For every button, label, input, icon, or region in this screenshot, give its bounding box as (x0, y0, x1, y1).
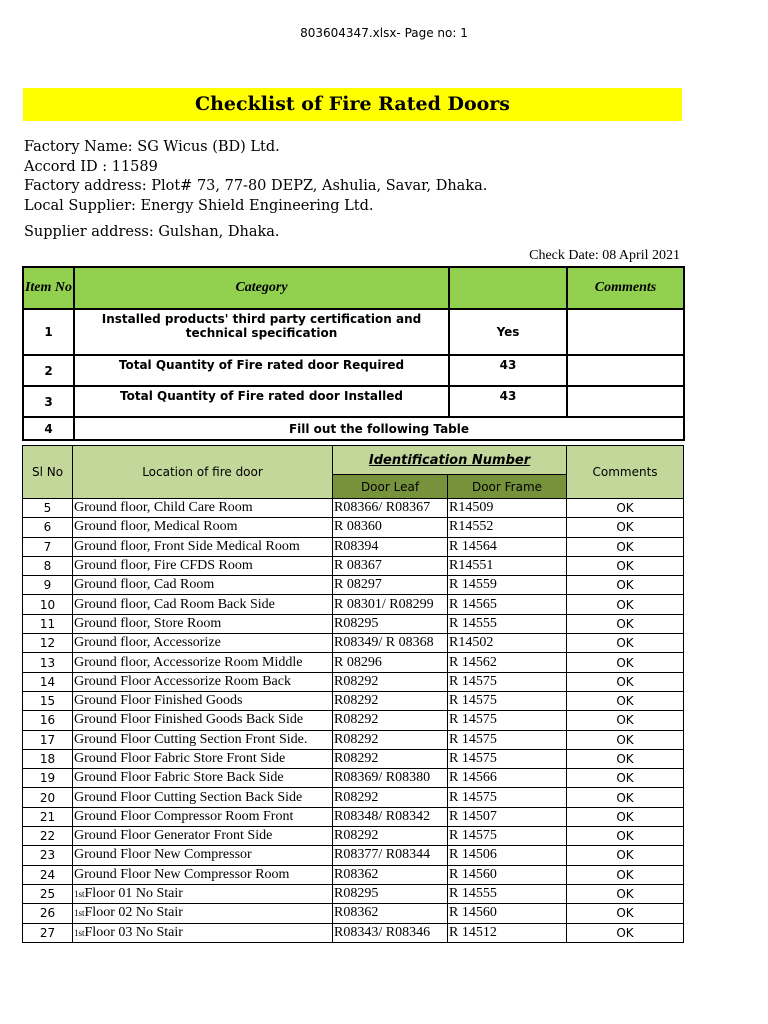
header-category: Category (74, 267, 449, 309)
door-leaf-cell: R 08297 (333, 576, 448, 595)
door-frame-cell: R14502 (448, 634, 567, 653)
door-frame-cell: R 14575 (448, 749, 567, 768)
check-date: Check Date: 08 April 2021 (529, 248, 680, 263)
comment-cell: OK (567, 749, 684, 768)
header-comments: Comments (567, 446, 684, 499)
sl-no-cell: 26 (23, 904, 73, 923)
sl-no-cell: 23 (23, 846, 73, 865)
item-no: 4 (23, 417, 74, 440)
summary-row (23, 355, 684, 386)
table-row (23, 749, 684, 768)
summary-row (23, 309, 684, 355)
location-cell (73, 923, 333, 942)
door-leaf-cell: R08292 (333, 691, 448, 710)
sl-no-cell: 5 (23, 499, 73, 518)
comment-cell: OK (567, 653, 684, 672)
sl-no-cell: 20 (23, 788, 73, 807)
summary-header-row (23, 267, 684, 309)
location-cell: Ground floor, Cad Room (73, 576, 333, 595)
sl-no-cell: 10 (23, 595, 73, 614)
door-leaf-cell: R08366/ R08367 (333, 499, 448, 518)
factory-name: Factory Name: SG Wicus (BD) Ltd. (24, 139, 280, 155)
table-row (23, 807, 684, 826)
door-leaf-cell: R08292 (333, 788, 448, 807)
header-identification-number (333, 446, 567, 475)
item-no: 1 (23, 309, 74, 355)
door-frame-cell: R 14575 (448, 788, 567, 807)
location-cell: Ground floor, Accessorize Room Middle (73, 653, 333, 672)
header-item-no: Item No (23, 267, 74, 309)
door-leaf-cell: R08292 (333, 730, 448, 749)
item-category: Total Quantity of Fire rated door Installed (74, 386, 449, 417)
sl-no-cell: 11 (23, 614, 73, 633)
table-row (23, 634, 684, 653)
table-row (23, 691, 684, 710)
comment-cell: OK (567, 576, 684, 595)
door-leaf-cell: R08362 (333, 904, 448, 923)
sl-no-cell: 8 (23, 556, 73, 575)
location-cell: Ground Floor Cutting Section Front Side. (73, 730, 333, 749)
table-row (23, 653, 684, 672)
table-row (23, 904, 684, 923)
factory-address: Factory address: Plot# 73, 77-80 DEPZ, Ashulia, Savar, Dhaka. (24, 178, 488, 194)
header-sl-no: Sl No (23, 446, 73, 499)
door-leaf-cell: R08295 (333, 884, 448, 903)
location-text: Floor 03 No Stair (84, 924, 183, 940)
location-cell: Ground floor, Accessorize (73, 634, 333, 653)
table-row (23, 499, 684, 518)
header-location: Location of fire door (73, 446, 333, 499)
sl-no-cell: 18 (23, 749, 73, 768)
location-cell: Ground floor, Medical Room (73, 518, 333, 537)
door-header-row (23, 446, 684, 475)
item-no: 2 (23, 355, 74, 386)
table-row (23, 827, 684, 846)
table-row (23, 537, 684, 556)
door-frame-cell: R 14575 (448, 691, 567, 710)
location-text: Floor 01 No Stair (84, 886, 183, 902)
door-frame-cell: R 14575 (448, 711, 567, 730)
comment-cell: OK (567, 827, 684, 846)
sl-no-cell: 27 (23, 923, 73, 942)
location-cell (73, 904, 333, 923)
sl-no-cell: 13 (23, 653, 73, 672)
door-leaf-cell: R08377/ R08344 (333, 846, 448, 865)
door-leaf-cell: R08362 (333, 865, 448, 884)
document-title: Checklist of Fire Rated Doors (23, 88, 682, 121)
door-frame-cell: R 14555 (448, 614, 567, 633)
location-cell: Ground Floor Fabric Store Front Side (73, 749, 333, 768)
door-frame-cell: R 14560 (448, 904, 567, 923)
table-row (23, 769, 684, 788)
door-leaf-cell: R08292 (333, 749, 448, 768)
summary-row-instruction (23, 417, 684, 440)
table-row (23, 672, 684, 691)
item-instruction: Fill out the following Table (74, 417, 684, 440)
door-leaf-cell: R08369/ R08380 (333, 769, 448, 788)
item-comments (567, 355, 684, 386)
door-frame-cell: R 14575 (448, 827, 567, 846)
floor-ordinal: 1st (74, 889, 85, 900)
sl-no-cell: 14 (23, 672, 73, 691)
comment-cell: OK (567, 807, 684, 826)
door-frame-cell: R14551 (448, 556, 567, 575)
comment-cell: OK (567, 904, 684, 923)
door-frame-cell: R 14566 (448, 769, 567, 788)
sl-no-cell: 6 (23, 518, 73, 537)
door-leaf-cell: R08343/ R08346 (333, 923, 448, 942)
accord-id: Accord ID : 11589 (24, 159, 158, 175)
door-leaf-cell: R08292 (333, 672, 448, 691)
door-frame-cell: R 14512 (448, 923, 567, 942)
table-row (23, 711, 684, 730)
summary-table (22, 266, 685, 441)
header-value (449, 267, 567, 309)
table-row (23, 730, 684, 749)
comment-cell: OK (567, 769, 684, 788)
comment-cell: OK (567, 923, 684, 942)
floor-ordinal: 1st (74, 908, 85, 919)
comment-cell: OK (567, 788, 684, 807)
item-comments (567, 386, 684, 417)
table-row (23, 595, 684, 614)
location-cell: Ground Floor Generator Front Side (73, 827, 333, 846)
local-supplier: Local Supplier: Energy Shield Engineering Ltd. (24, 198, 374, 214)
door-leaf-cell: R08292 (333, 711, 448, 730)
location-cell: Ground floor, Front Side Medical Room (73, 537, 333, 556)
header-door-frame: Door Frame (448, 475, 567, 499)
door-leaf-cell: R08349/ R 08368 (333, 634, 448, 653)
location-cell: Ground Floor Finished Goods (73, 691, 333, 710)
comment-cell: OK (567, 556, 684, 575)
door-leaf-cell: R08292 (333, 827, 448, 846)
sl-no-cell: 7 (23, 537, 73, 556)
comment-cell: OK (567, 711, 684, 730)
sl-no-cell: 15 (23, 691, 73, 710)
comment-cell: OK (567, 537, 684, 556)
table-row (23, 614, 684, 633)
location-cell: Ground Floor Accessorize Room Back (73, 672, 333, 691)
location-cell: Ground Floor Cutting Section Back Side (73, 788, 333, 807)
comment-cell: OK (567, 865, 684, 884)
fire-door-table (22, 445, 684, 943)
location-cell: Ground Floor Compressor Room Front (73, 807, 333, 826)
header-comments: Comments (567, 267, 684, 309)
comment-cell: OK (567, 884, 684, 903)
door-frame-cell: R 14507 (448, 807, 567, 826)
comment-cell: OK (567, 518, 684, 537)
comment-cell: OK (567, 614, 684, 633)
sl-no-cell: 9 (23, 576, 73, 595)
location-cell: Ground floor, Fire CFDS Room (73, 556, 333, 575)
door-leaf-cell: R 08301/ R08299 (333, 595, 448, 614)
door-frame-cell: R 14555 (448, 884, 567, 903)
sl-no-cell: 12 (23, 634, 73, 653)
door-leaf-cell: R 08360 (333, 518, 448, 537)
location-text: Floor 02 No Stair (84, 905, 183, 921)
sl-no-cell: 22 (23, 827, 73, 846)
door-leaf-cell: R08348/ R08342 (333, 807, 448, 826)
door-leaf-cell: R 08296 (333, 653, 448, 672)
item-category: Installed products' third party certification and technical specification (74, 309, 449, 355)
item-comments (567, 309, 684, 355)
table-row (23, 556, 684, 575)
door-frame-cell: R 14565 (448, 595, 567, 614)
table-row (23, 884, 684, 903)
location-cell: Ground floor, Cad Room Back Side (73, 595, 333, 614)
door-frame-cell: R 14575 (448, 730, 567, 749)
location-cell: Ground Floor New Compressor (73, 846, 333, 865)
door-frame-cell: R14552 (448, 518, 567, 537)
sl-no-cell: 24 (23, 865, 73, 884)
comment-cell: OK (567, 691, 684, 710)
sl-no-cell: 19 (23, 769, 73, 788)
sl-no-cell: 25 (23, 884, 73, 903)
comment-cell: OK (567, 499, 684, 518)
sl-no-cell: 21 (23, 807, 73, 826)
location-cell: Ground floor, Child Care Room (73, 499, 333, 518)
table-row (23, 576, 684, 595)
page-header: 803604347.xlsx- Page no: 1 (300, 26, 468, 40)
door-frame-cell: R 14575 (448, 672, 567, 691)
table-row (23, 846, 684, 865)
table-row (23, 923, 684, 942)
floor-ordinal: 1st (74, 927, 85, 938)
item-value: 43 (449, 355, 567, 386)
comment-cell: OK (567, 634, 684, 653)
door-frame-cell: R 14559 (448, 576, 567, 595)
door-frame-cell: R 14506 (448, 846, 567, 865)
sl-no-cell: 16 (23, 711, 73, 730)
supplier-address: Supplier address: Gulshan, Dhaka. (24, 224, 280, 240)
location-cell: Ground Floor New Compressor Room (73, 865, 333, 884)
sl-no-cell: 17 (23, 730, 73, 749)
location-cell: Ground floor, Store Room (73, 614, 333, 633)
comment-cell: OK (567, 595, 684, 614)
item-value: 43 (449, 386, 567, 417)
summary-row (23, 386, 684, 417)
comment-cell: OK (567, 672, 684, 691)
location-cell (73, 884, 333, 903)
item-no: 3 (23, 386, 74, 417)
comment-cell: OK (567, 846, 684, 865)
table-row (23, 865, 684, 884)
table-row (23, 518, 684, 537)
identification-number-label: Identification Number (368, 453, 531, 468)
door-frame-cell: R 14564 (448, 537, 567, 556)
location-cell: Ground Floor Fabric Store Back Side (73, 769, 333, 788)
door-frame-cell: R 14562 (448, 653, 567, 672)
door-rows (23, 499, 684, 943)
door-leaf-cell: R08394 (333, 537, 448, 556)
door-leaf-cell: R08295 (333, 614, 448, 633)
door-leaf-cell: R 08367 (333, 556, 448, 575)
item-category: Total Quantity of Fire rated door Required (74, 355, 449, 386)
comment-cell: OK (567, 730, 684, 749)
item-value: Yes (449, 309, 567, 355)
door-frame-cell: R14509 (448, 499, 567, 518)
location-cell: Ground Floor Finished Goods Back Side (73, 711, 333, 730)
table-row (23, 788, 684, 807)
header-door-leaf: Door Leaf (333, 475, 448, 499)
door-frame-cell: R 14560 (448, 865, 567, 884)
